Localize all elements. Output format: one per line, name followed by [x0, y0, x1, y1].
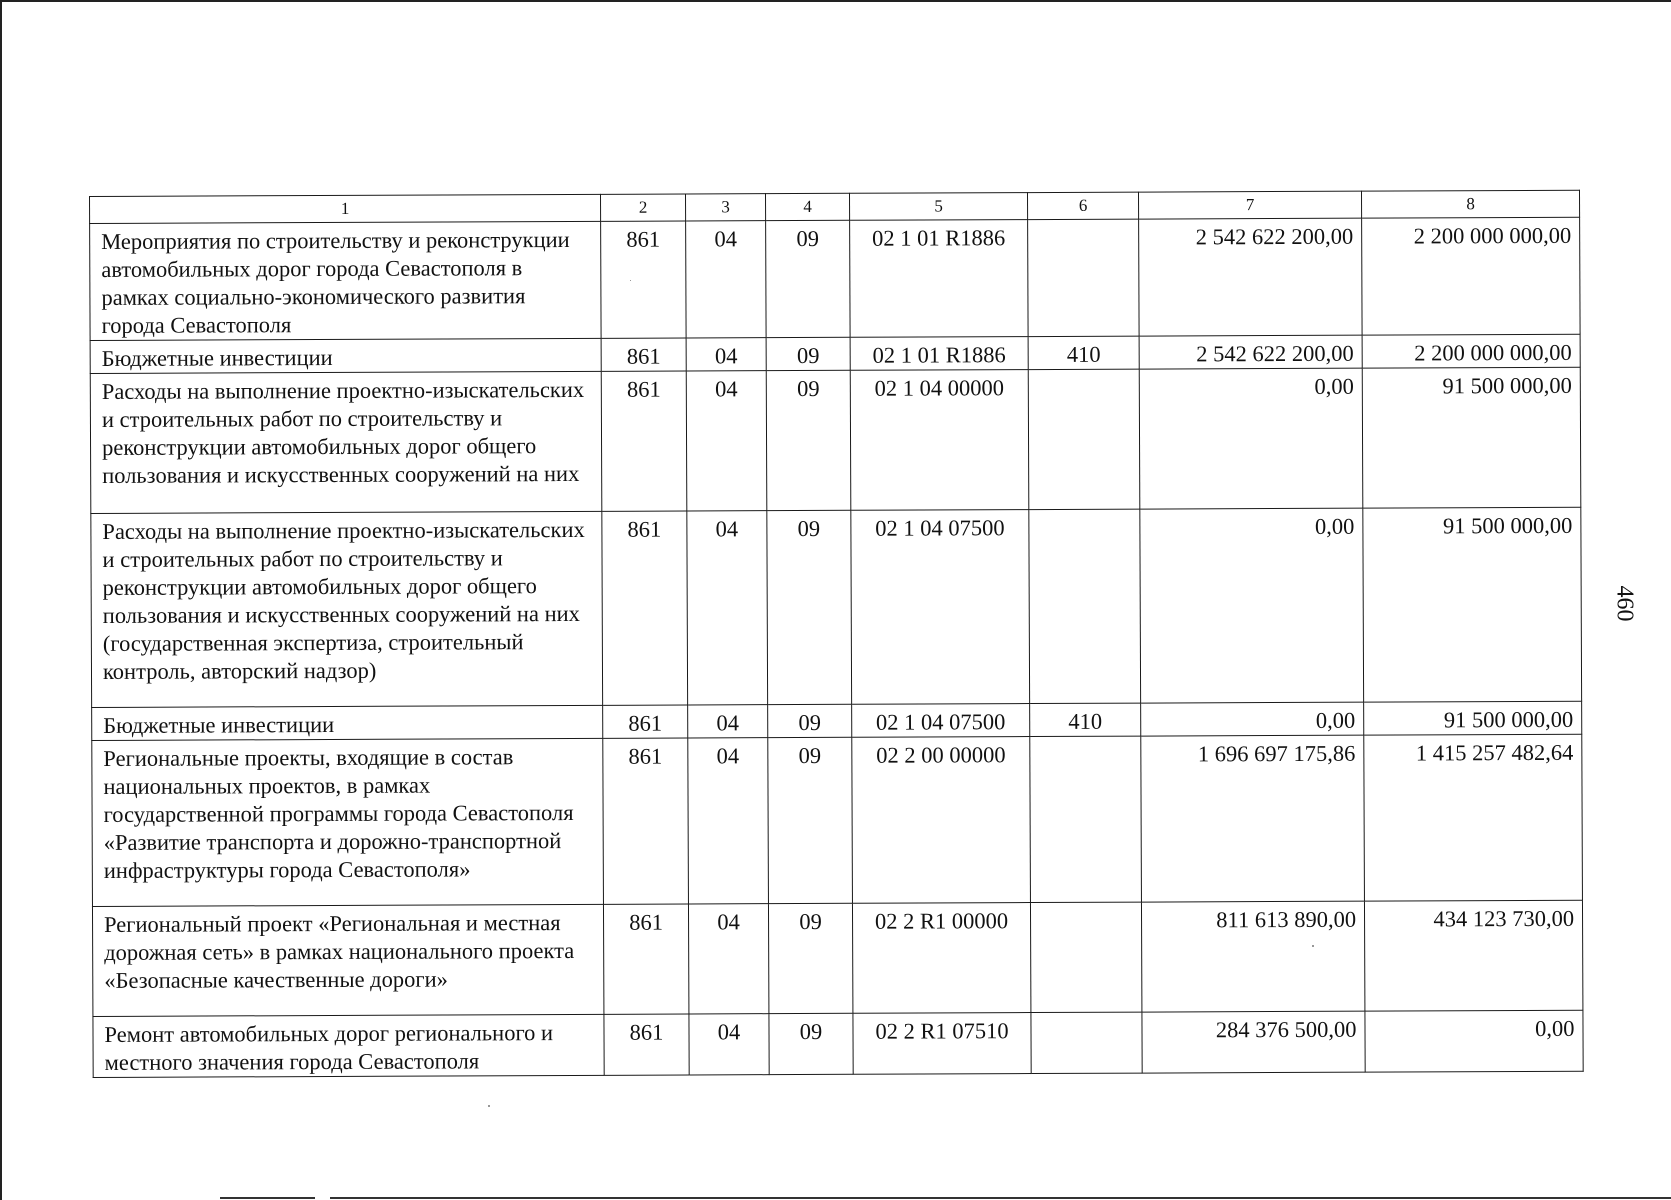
section-code: 04	[686, 221, 766, 338]
row-name: Ремонт автомобильных дорог регионального и местного значения города Севастополя	[93, 1014, 604, 1077]
ministry-code: 861	[604, 1014, 689, 1075]
amount-col7: 811 613 890,00	[1141, 901, 1364, 1012]
table-row	[93, 1010, 1583, 1077]
subsection-code: 09	[768, 903, 852, 1013]
expense-type-code	[1028, 219, 1139, 336]
section-code: 04	[687, 511, 768, 705]
target-article-code: 02 1 04 07500	[852, 704, 1030, 738]
column-header: 5	[849, 193, 1027, 221]
subsection-code: 09	[768, 737, 853, 903]
amount-col8: 2 200 000 000,00	[1362, 217, 1580, 335]
scan-edge-bottom-right	[330, 1197, 1671, 1199]
scan-edge-left	[0, 0, 2, 1200]
ministry-code: 861	[601, 371, 687, 511]
target-article-code: 02 1 04 07500	[851, 510, 1030, 705]
amount-col8: 434 123 730,00	[1364, 900, 1582, 1011]
column-header: 7	[1138, 191, 1361, 219]
page-number: 460	[1611, 585, 1638, 622]
table-row	[90, 367, 1581, 513]
column-header: 8	[1361, 190, 1579, 218]
expense-type-code: 410	[1028, 336, 1139, 369]
expense-type-code	[1031, 1012, 1142, 1073]
subsection-code: 09	[767, 510, 852, 704]
target-article-code: 02 2 R1 00000	[852, 903, 1030, 1014]
ministry-code: 861	[603, 705, 688, 738]
table-row	[90, 217, 1580, 340]
ministry-code: 861	[601, 221, 686, 338]
column-header: 2	[600, 194, 685, 221]
table-row	[92, 900, 1582, 1016]
column-header: 1	[90, 194, 601, 223]
amount-col8: 2 200 000 000,00	[1362, 334, 1580, 368]
column-header: 3	[685, 194, 765, 221]
section-code: 04	[686, 371, 767, 511]
row-name: Бюджетные инвестиции	[92, 705, 603, 740]
subsection-code: 09	[766, 370, 851, 510]
ministry-code: 861	[602, 511, 688, 705]
subsection-code: 09	[766, 337, 850, 370]
subsection-code: 09	[768, 704, 852, 737]
row-name: Мероприятия по строительству и реконструкции автомобильных дорог города Севастополя в рамках социально-экономического развития города Севастополя	[90, 221, 601, 340]
expense-type-code	[1028, 369, 1140, 509]
target-article-code: 02 1 01 R1886	[850, 220, 1028, 338]
ministry-code: 861	[603, 904, 688, 1014]
amount-col7: 0,00	[1141, 702, 1364, 736]
amount-col8: 1 415 257 482,64	[1364, 734, 1583, 901]
column-header: 6	[1027, 192, 1138, 219]
row-name: Расходы на выполнение проектно-изыскательских и строительных работ по строительству и реконструкции автомобильных дорог общего пользования и искусственных сооружений на них	[90, 371, 602, 513]
amount-col8: 0,00	[1365, 1010, 1583, 1072]
amount-col7: 1 696 697 175,86	[1141, 735, 1365, 902]
scan-speck	[488, 1105, 490, 1107]
scan-edge-bottom-left	[220, 1197, 315, 1199]
expense-type-code	[1030, 736, 1142, 902]
amount-col8: 91 500 000,00	[1362, 367, 1581, 508]
amount-col8: 91 500 000,00	[1363, 507, 1582, 702]
target-article-code: 02 1 04 00000	[850, 370, 1029, 511]
table-row	[92, 734, 1583, 906]
row-name: Региональные проекты, входящие в состав национальных проектов, в рамках государственной программы города Севастополя «Развитие транспорта и дорожно-транспортной инфраструктуры города Севастополя»	[92, 738, 604, 906]
section-code: 04	[688, 738, 769, 904]
target-article-code: 02 1 01 R1886	[850, 337, 1028, 371]
section-code: 04	[688, 904, 768, 1014]
budget-table-sheet	[89, 190, 1584, 1078]
section-code: 04	[688, 705, 768, 738]
ministry-code: 861	[601, 338, 686, 371]
table-row	[91, 507, 1582, 707]
amount-col8: 91 500 000,00	[1364, 701, 1582, 735]
budget-table	[89, 190, 1584, 1078]
scan-edge-top	[0, 0, 1671, 2]
amount-col7: 284 376 500,00	[1142, 1011, 1365, 1073]
ministry-code: 861	[603, 738, 689, 904]
target-article-code: 02 2 R1 07510	[853, 1013, 1031, 1075]
subsection-code: 09	[769, 1013, 853, 1074]
target-article-code: 02 2 00 00000	[852, 737, 1031, 904]
expense-type-code	[1029, 509, 1141, 703]
section-code: 04	[689, 1014, 769, 1075]
amount-col7: 2 542 622 200,00	[1139, 218, 1362, 336]
subsection-code: 09	[766, 220, 850, 337]
row-name: Бюджетные инвестиции	[90, 338, 601, 373]
section-code: 04	[686, 338, 766, 371]
amount-col7: 0,00	[1139, 368, 1363, 509]
amount-col7: 0,00	[1140, 508, 1364, 703]
column-header: 4	[765, 193, 849, 220]
row-name: Расходы на выполнение проектно-изыскательских и строительных работ по строительству и реконструкции автомобильных дорог общего пользования и искусственных сооружений на них (государственная экспертиза, строительный контроль, авторский надзор)	[91, 511, 603, 707]
row-name: Региональный проект «Региональная и местная дорожная сеть» в рамках национального проекта «Безопасные качественные дороги»	[92, 904, 603, 1016]
expense-type-code: 410	[1030, 703, 1141, 736]
expense-type-code	[1030, 902, 1141, 1012]
amount-col7: 2 542 622 200,00	[1139, 335, 1362, 369]
